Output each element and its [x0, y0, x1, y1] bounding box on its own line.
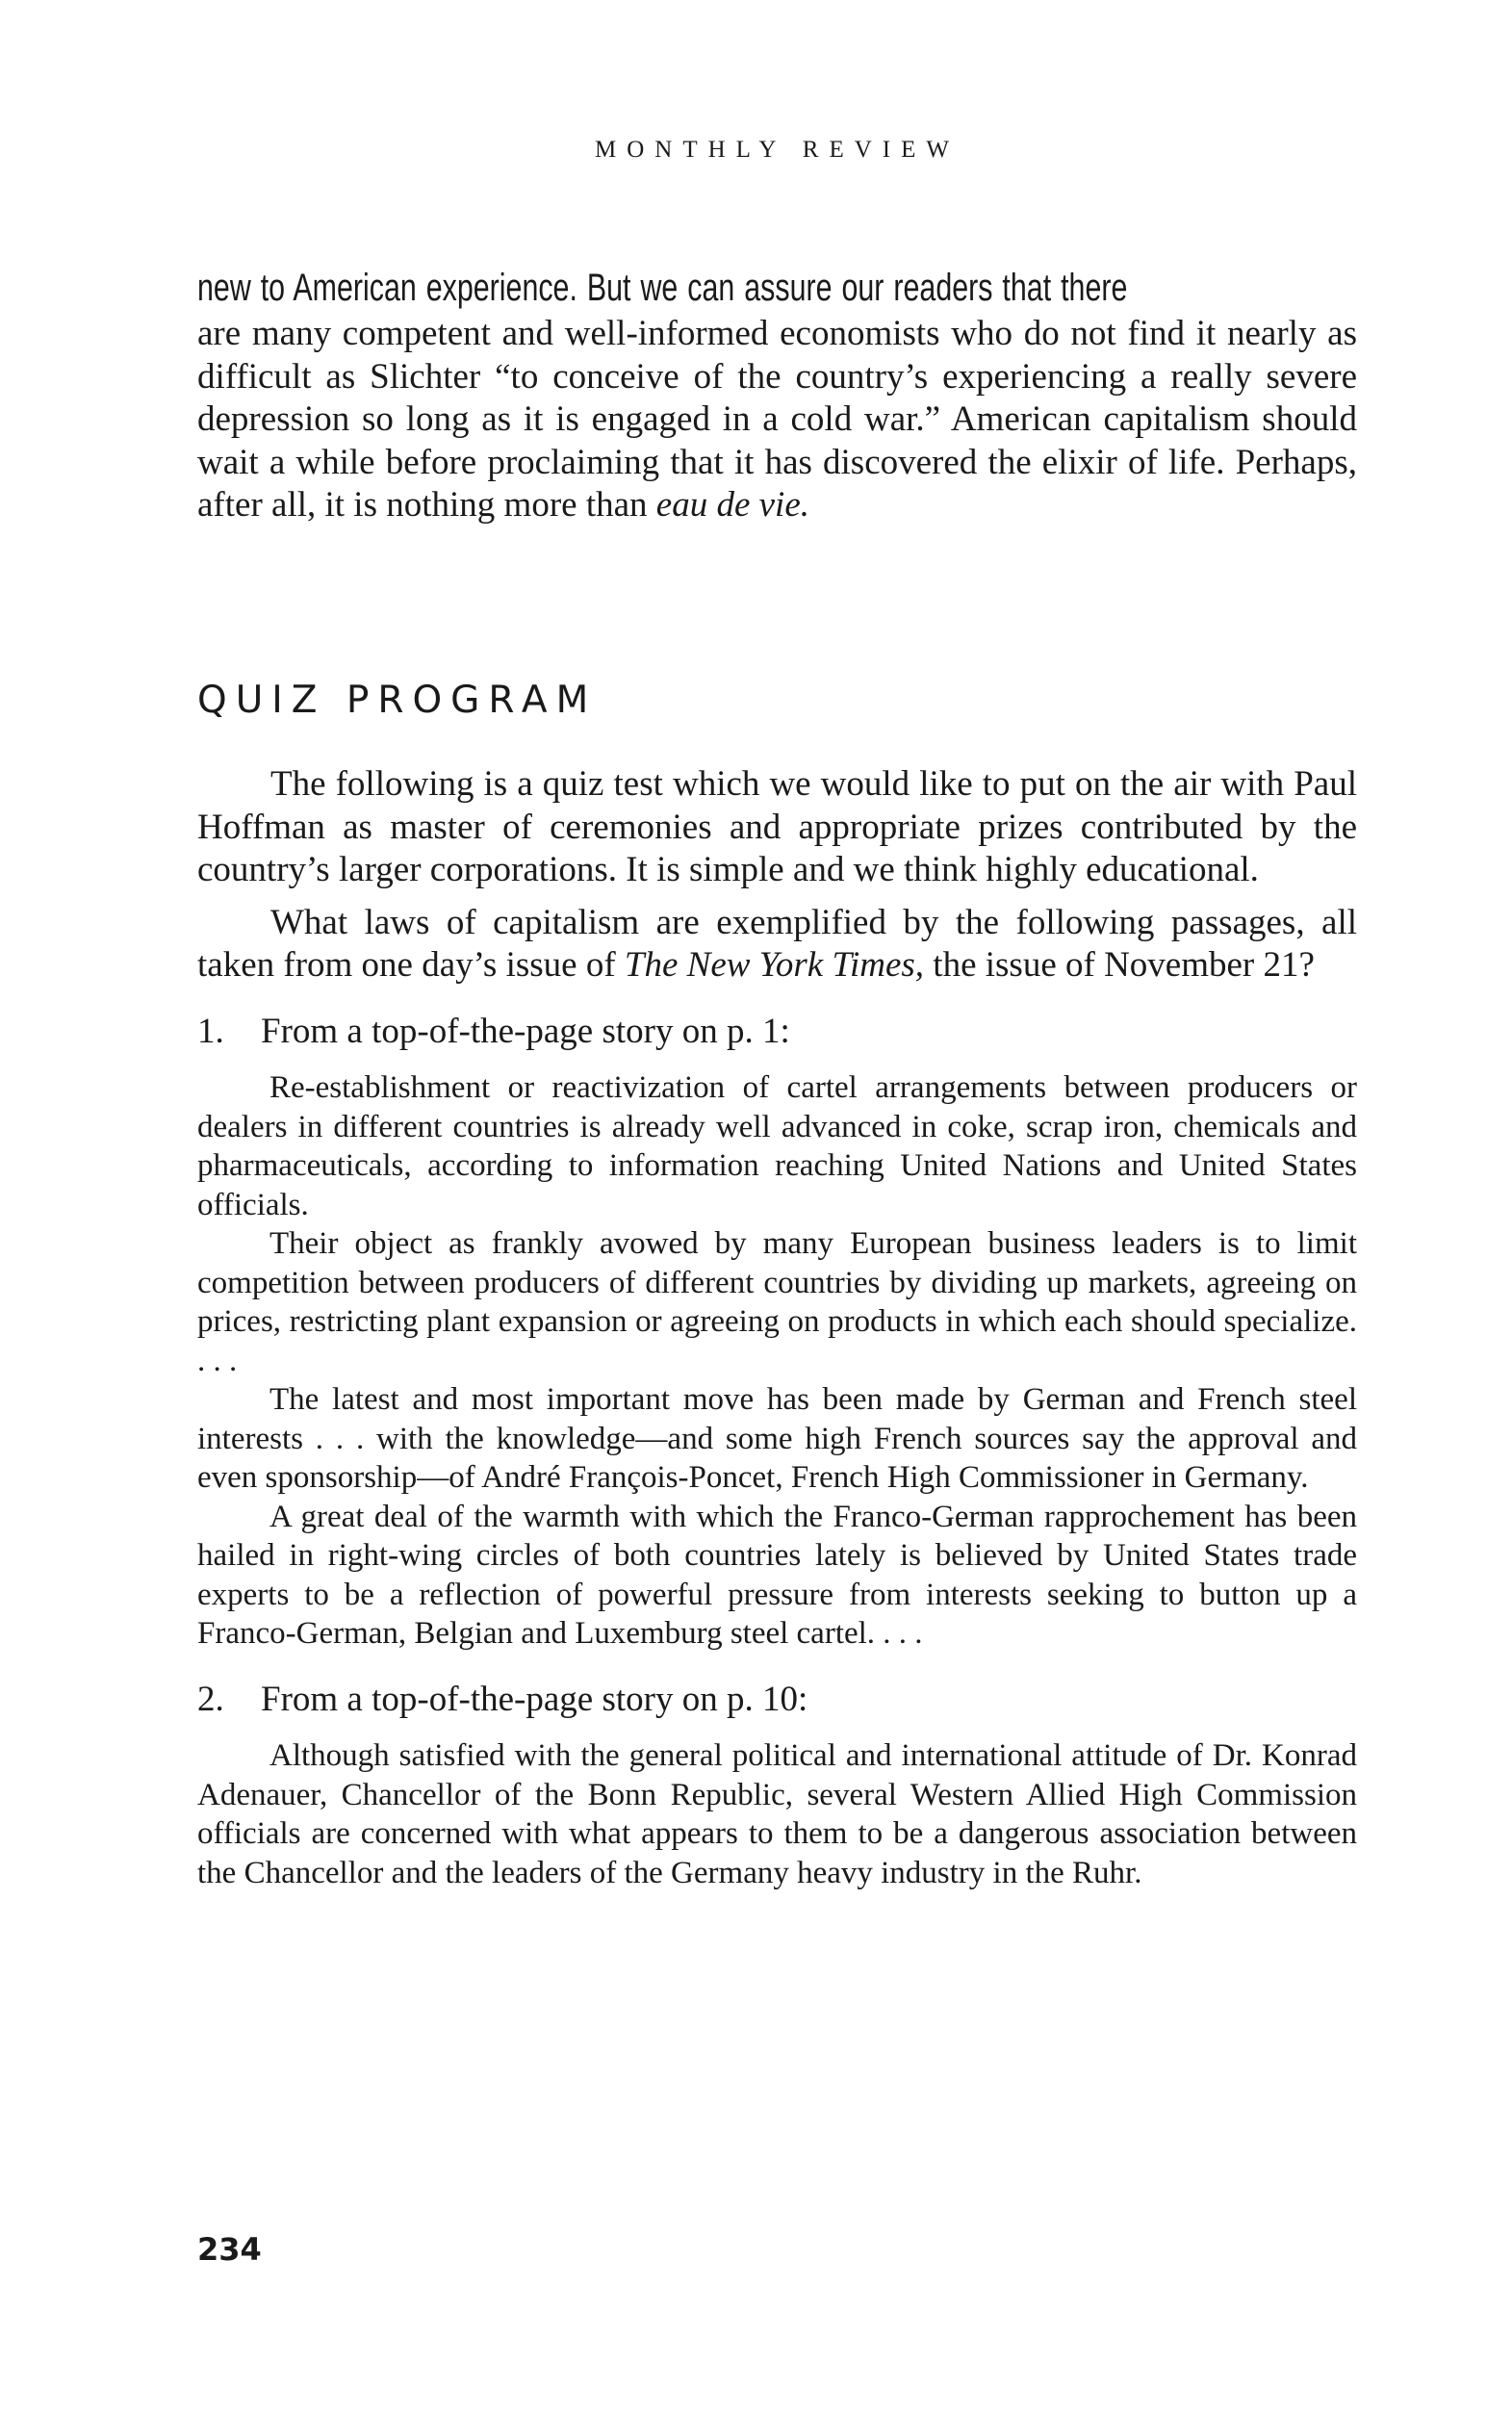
quiz-item-2-source: From a top-of-the-page story on p. 10: — [261, 1679, 808, 1719]
newspaper-title: The New York Times, — [624, 945, 925, 985]
lead-paragraph — [197, 267, 1357, 527]
quiz-item-1-number: 1. — [197, 1011, 224, 1051]
lead-paragraph-italic-end: eau de vie. — [655, 485, 810, 525]
condensed-first-line-text: new to American experience. But we can assure our readers that there — [197, 267, 1128, 309]
question-paragraph — [197, 902, 1357, 988]
quiz-item-1-quote-3: The latest and most important move has been made by German and French steel interests . . . with the knowledge—and some high French sources say the approval and even sponsorship—of André François-Poncet, French High Commissioner in Germany. — [197, 1382, 1357, 1495]
section-heading: QUIZ PROGRAM — [197, 679, 598, 722]
lead-paragraph-body — [197, 313, 1357, 527]
lead-paragraph-rest: are many competent and well-informed economists who do not find it nearly as difficult as Slichter “to conceive of the country’s experiencing a really severe depression so long as it is engaged in a cold war.” American capitalism should wait a while before proclaiming that it has discovered the elixir of life. Perhaps, after all, it is nothing more than — [197, 314, 1357, 525]
running-head: MONTHLY REVIEW — [595, 137, 960, 163]
quiz-item-1-quote-1: Re-establishment or reactivization of cartel arrangements between producers or dealers in different countries is already well advanced in coke, scrap iron, chemicals and pharmaceuticals, according to information reaching United Nations and United States officials. — [197, 1070, 1357, 1222]
question-after: the issue of November 21? — [924, 945, 1315, 985]
question-before: What laws of capitalism are exemplified by the following passages, all taken from one day’s issue of — [197, 902, 1357, 985]
quiz-item-1-label — [197, 1011, 1357, 1054]
quiz-item-1-source: From a top-of-the-page story on p. 1: — [261, 1011, 790, 1051]
quiz-section-body — [197, 763, 1357, 1892]
quiz-item-2-number: 2. — [197, 1679, 224, 1719]
page-number: 234 — [197, 2231, 262, 2268]
lead-paragraph-first-line — [197, 267, 1357, 313]
quiz-item-2-quote-1: Although satisfied with the general political and international attitude of Dr. Konrad Adenauer, Chancellor of the Bonn Republic, several Western Allied High Commission officials are concerned with what appears to them to be a dangerous association between the Chancellor and the leaders of the Germany heavy industry in the Ruhr. — [197, 1738, 1357, 1890]
quiz-item-2-label — [197, 1679, 1357, 1722]
book-page — [197, 0, 1357, 2414]
quiz-item-1-quote-4: A great deal of the warmth with which the Franco-German rapprochement has been hailed in right-wing circles of both countries lately is believed by United States trade experts to be a reflection of powerful pressure from interests seeking to button up a Franco-German, Belgian and Luxemburg steel cartel. . . . — [197, 1499, 1357, 1651]
intro-paragraph: The following is a quiz test which we would like to put on the air with Paul Hoffman as master of ceremonies and appropriate prizes contributed by the country’s larger corporations. It is simple and we think highly educational. — [197, 764, 1357, 889]
quiz-item-1-quote-2: Their object as frankly avowed by many European business leaders is to limit competition between producers of different countries by dividing up markets, agreeing on prices, restricting plant expansion or agreeing on products in which each should specialize. . . . — [197, 1226, 1357, 1378]
